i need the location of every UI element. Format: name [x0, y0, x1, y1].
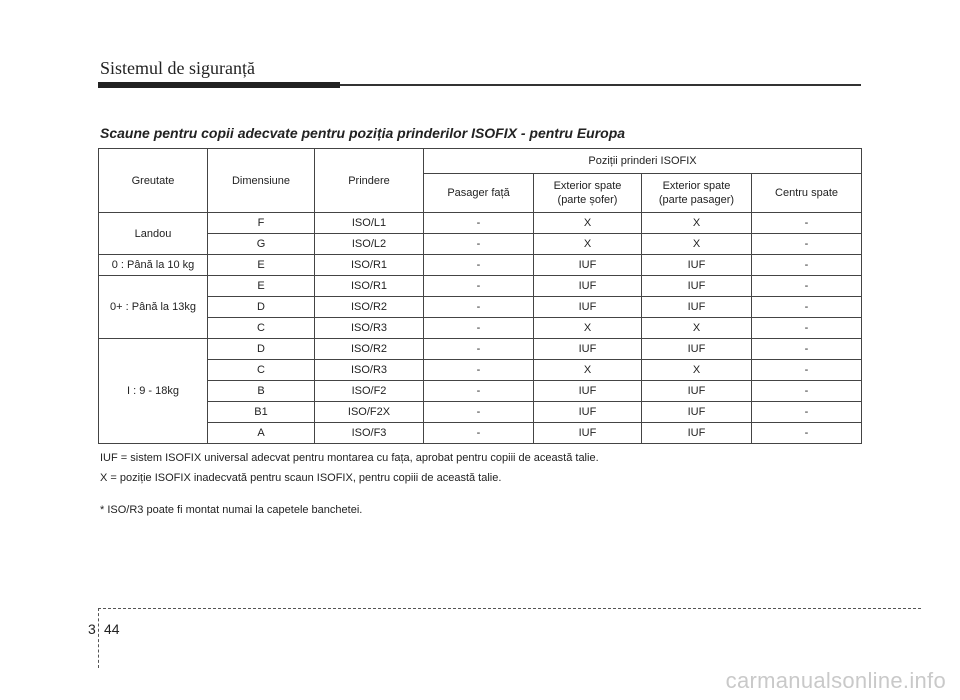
cell-prindere: ISO/L1	[315, 213, 424, 234]
cell-centru-spate: -	[752, 234, 862, 255]
cell-exterior-sofer: IUF	[534, 423, 642, 444]
cell-prindere: ISO/F3	[315, 423, 424, 444]
note-iuf: IUF = sistem ISOFIX universal adecvat pentru montarea cu fața, aprobat pentru copiii de această talie.	[100, 452, 599, 464]
watermark: carmanualsonline.info	[725, 668, 946, 693]
table-row	[99, 402, 862, 423]
cell-exterior-sofer: X	[534, 213, 642, 234]
table-row	[99, 297, 862, 318]
header-exterior-pasager-line1: Exterior spate	[662, 180, 731, 192]
cell-prindere: ISO/R2	[315, 339, 424, 360]
cell-pasager-fata: -	[424, 402, 534, 423]
page-section-number: 3	[88, 621, 96, 637]
cell-prindere: ISO/R1	[315, 255, 424, 276]
cell-exterior-pasager: X	[642, 213, 752, 234]
cell-centru-spate: -	[752, 339, 862, 360]
header-pozitii: Poziții prinderi ISOFIX	[424, 149, 862, 174]
cell-exterior-pasager: IUF	[642, 381, 752, 402]
footer-vertical-rule	[98, 608, 99, 668]
cell-centru-spate: -	[752, 318, 862, 339]
cell-exterior-sofer: IUF	[534, 339, 642, 360]
cell-prindere: ISO/R1	[315, 276, 424, 297]
cell-exterior-pasager: IUF	[642, 255, 752, 276]
table-row	[99, 276, 862, 297]
header-exterior-sofer	[534, 174, 642, 213]
table-row	[99, 360, 862, 381]
cell-exterior-sofer: X	[534, 318, 642, 339]
note-x: X = poziție ISOFIX inadecvată pentru scaun ISOFIX, pentru copiii de această talie.	[100, 472, 502, 484]
page-header-title: Sistemul de siguranță	[100, 58, 255, 78]
cell-dimensiune: F	[208, 213, 315, 234]
cell-exterior-pasager: IUF	[642, 402, 752, 423]
cell-exterior-pasager: X	[642, 234, 752, 255]
cell-exterior-pasager: IUF	[642, 423, 752, 444]
cell-pasager-fata: -	[424, 234, 534, 255]
cell-dimensiune: C	[208, 318, 315, 339]
cell-exterior-sofer: IUF	[534, 381, 642, 402]
cell-pasager-fata: -	[424, 255, 534, 276]
cell-centru-spate: -	[752, 276, 862, 297]
cell-pasager-fata: -	[424, 297, 534, 318]
isofix-table-body	[99, 213, 862, 444]
cell-pasager-fata: -	[424, 381, 534, 402]
cell-exterior-pasager: IUF	[642, 276, 752, 297]
cell-pasager-fata: -	[424, 360, 534, 381]
header-prindere: Prindere	[315, 149, 424, 213]
cell-pasager-fata: -	[424, 213, 534, 234]
group-label: I : 9 - 18kg	[99, 339, 208, 444]
cell-pasager-fata: -	[424, 423, 534, 444]
table-row	[99, 213, 862, 234]
cell-centru-spate: -	[752, 402, 862, 423]
cell-centru-spate: -	[752, 381, 862, 402]
header-exterior-sofer-line1: Exterior spate	[553, 180, 622, 192]
isofix-table	[98, 148, 862, 444]
cell-prindere: ISO/R3	[315, 360, 424, 381]
cell-centru-spate: -	[752, 360, 862, 381]
table-row	[99, 318, 862, 339]
page-number: 44	[104, 621, 120, 637]
cell-dimensiune: D	[208, 297, 315, 318]
cell-exterior-sofer: X	[534, 234, 642, 255]
cell-prindere: ISO/R3	[315, 318, 424, 339]
notes	[100, 452, 599, 524]
cell-centru-spate: -	[752, 423, 862, 444]
header-dimensiune: Dimensiune	[208, 149, 315, 213]
table-row	[99, 255, 862, 276]
table-row	[99, 234, 862, 255]
cell-exterior-sofer: X	[534, 360, 642, 381]
cell-exterior-sofer: IUF	[534, 402, 642, 423]
cell-centru-spate: -	[752, 255, 862, 276]
cell-pasager-fata: -	[424, 339, 534, 360]
cell-centru-spate: -	[752, 297, 862, 318]
header-exterior-pasager	[642, 174, 752, 213]
cell-dimensiune: B1	[208, 402, 315, 423]
cell-dimensiune: E	[208, 255, 315, 276]
header-exterior-pasager-line2: (parte pasager)	[658, 194, 735, 206]
cell-dimensiune: C	[208, 360, 315, 381]
cell-prindere: ISO/F2X	[315, 402, 424, 423]
cell-dimensiune: B	[208, 381, 315, 402]
cell-exterior-pasager: IUF	[642, 339, 752, 360]
header-centru-spate: Centru spate	[752, 174, 862, 213]
cell-centru-spate: -	[752, 213, 862, 234]
note-iso-r3: * ISO/R3 poate fi montat numai la capetele banchetei.	[100, 504, 363, 516]
cell-dimensiune: E	[208, 276, 315, 297]
section-title: Scaune pentru copii adecvate pentru poziția prinderilor ISOFIX - pentru Europa	[100, 125, 626, 141]
cell-exterior-sofer: IUF	[534, 255, 642, 276]
cell-prindere: ISO/F2	[315, 381, 424, 402]
cell-dimensiune: G	[208, 234, 315, 255]
footer-rule	[98, 608, 921, 609]
header-greutate: Greutate	[99, 149, 208, 213]
cell-pasager-fata: -	[424, 318, 534, 339]
cell-dimensiune: A	[208, 423, 315, 444]
cell-dimensiune: D	[208, 339, 315, 360]
cell-exterior-pasager: X	[642, 318, 752, 339]
cell-prindere: ISO/L2	[315, 234, 424, 255]
group-label: Landou	[99, 213, 208, 255]
table-row	[99, 423, 862, 444]
table-row	[99, 381, 862, 402]
cell-exterior-sofer: IUF	[534, 297, 642, 318]
cell-exterior-pasager: X	[642, 360, 752, 381]
cell-exterior-pasager: IUF	[642, 297, 752, 318]
header-pasager-fata: Pasager față	[424, 174, 534, 213]
header-exterior-sofer-line2: (parte șofer)	[557, 194, 618, 206]
cell-pasager-fata: -	[424, 276, 534, 297]
group-label: 0+ : Până la 13kg	[99, 276, 208, 339]
group-label: 0 : Până la 10 kg	[99, 255, 208, 276]
cell-prindere: ISO/R2	[315, 297, 424, 318]
cell-exterior-sofer: IUF	[534, 276, 642, 297]
header-rule-accent	[98, 82, 340, 88]
table-row	[99, 339, 862, 360]
